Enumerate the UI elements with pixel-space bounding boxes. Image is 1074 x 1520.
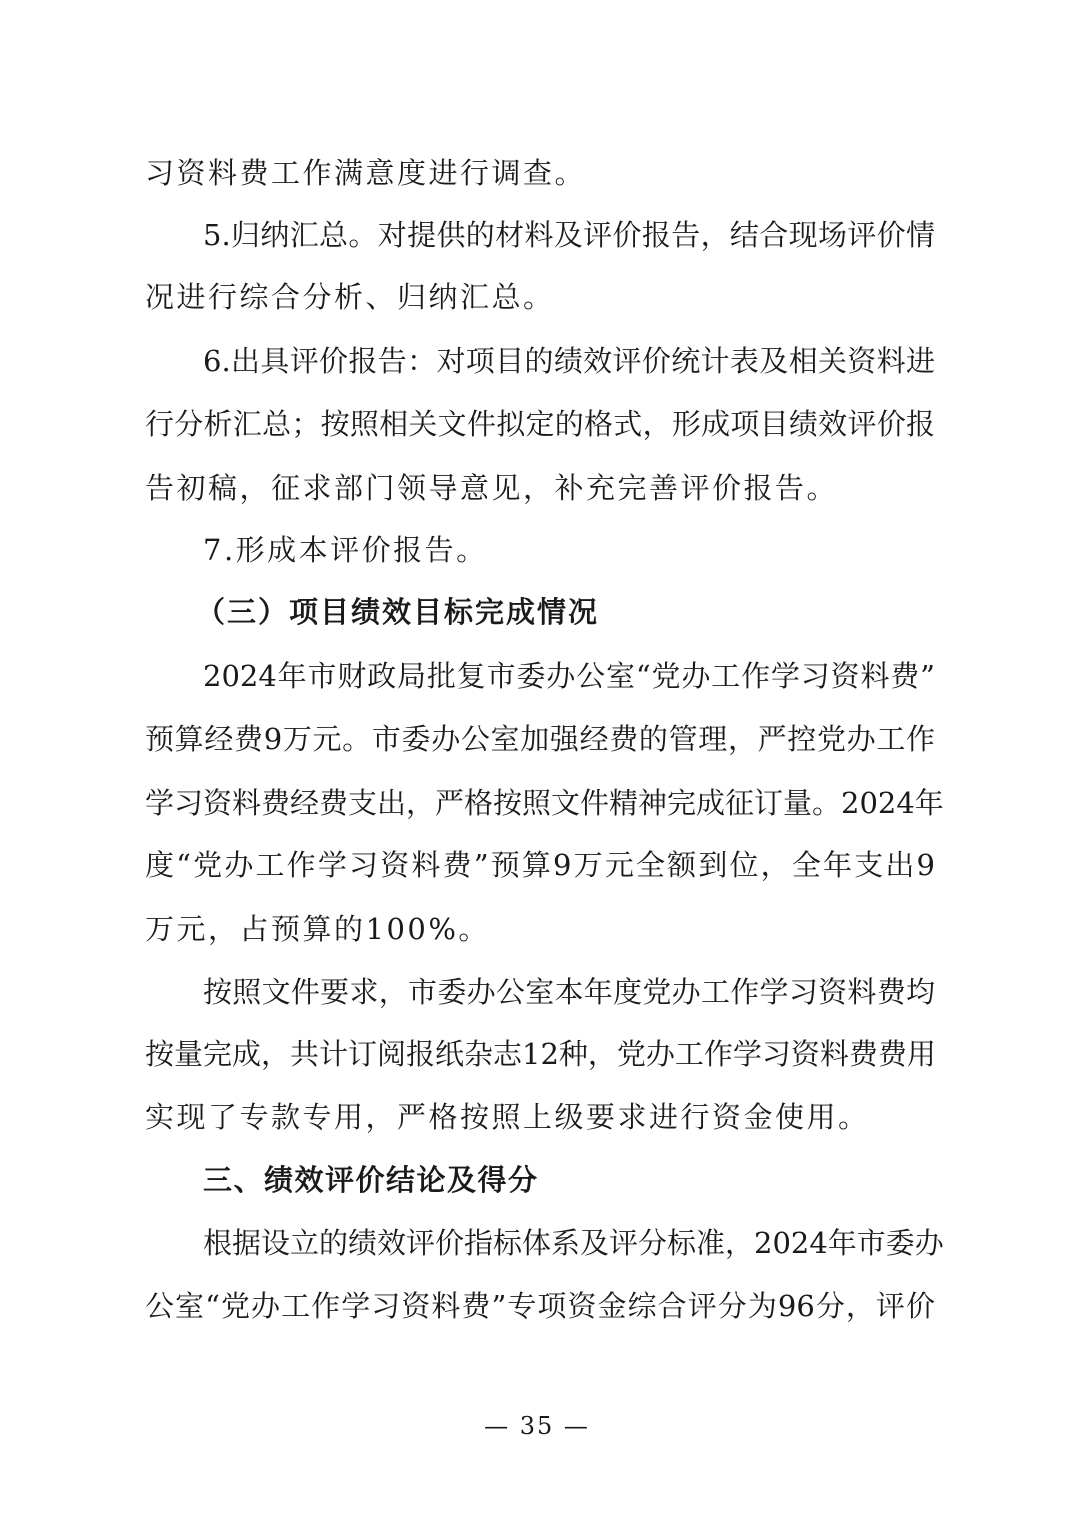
paragraph-line: 度“党办工作学习资料费”预算9万元全额到位，全年支出9 (145, 848, 935, 882)
paragraph-line: 按量完成，共计订阅报纸杂志12种，党办工作学习资料费费用 (145, 1037, 936, 1071)
paragraph-line: 万元，占预算的100%。 (145, 912, 490, 946)
paragraph-line: 根据设立的绩效评价指标体系及评分标准，2024年市委办 (203, 1226, 944, 1260)
paragraph-line: 学习资料费经费支出，严格按照文件精神完成征订量。2024年 (145, 786, 944, 820)
paragraph-line: 预算经费9万元。市委办公室加强经费的管理，严控党办工作 (145, 722, 935, 756)
paragraph-line: 习资料费工作满意度进行调查。 (145, 156, 587, 190)
paragraph-line: 公室“党办工作学习资料费”专项资金综合评分为96分，评价 (145, 1289, 935, 1323)
paragraph-line: 5.归纳汇总。对提供的材料及评价报告，结合现场评价情 (203, 218, 935, 252)
page-number: — 35 — (484, 1412, 590, 1440)
paragraph-line: 按照文件要求，市委办公室本年度党办工作学习资料费均 (203, 975, 935, 1009)
paragraph-line: 实现了专款专用，严格按照上级要求进行资金使用。 (145, 1100, 870, 1134)
section-heading: （三）项目绩效目标完成情况 (196, 595, 600, 629)
paragraph-line: 6.出具评价报告：对项目的绩效评价统计表及相关资料进 (203, 344, 935, 378)
paragraph-line: 况进行综合分析、归纳汇总。 (145, 280, 555, 314)
section-heading: 三、绩效评价结论及得分 (203, 1163, 539, 1197)
paragraph-line: 行分析汇总；按照相关文件拟定的格式，形成项目绩效评价报 (145, 407, 935, 441)
paragraph-line: 告初稿，征求部门领导意见，补充完善评价报告。 (145, 471, 839, 505)
paragraph-line: 2024年市财政局批复市委办公室“党办工作学习资料费” (203, 659, 935, 693)
paragraph-line: 7.形成本评价报告。 (203, 533, 488, 567)
